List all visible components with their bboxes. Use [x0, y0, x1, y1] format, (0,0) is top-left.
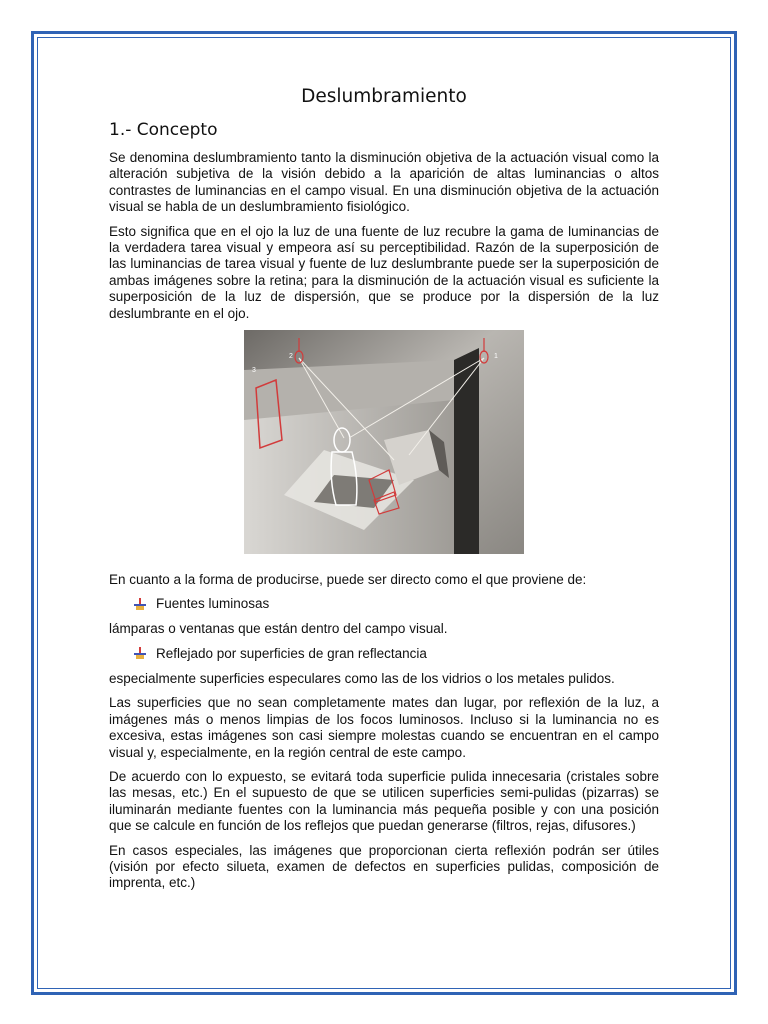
bullet-item-2	[134, 646, 659, 661]
bullet-marker-icon	[134, 647, 146, 659]
bullet-text-2: Reflejado por superficies de gran reflectancia	[156, 645, 427, 661]
paragraph-1: Se denomina deslumbramiento tanto la disminución objetiva de la actuación visual como la alteración subjetiva de la visión debido a la aparición de altas luminancias o altos contrastes de luminancias en el campo visual. En una disminución objetiva de la actuación visual se habla de un deslumbramiento fisiológico.	[109, 150, 659, 215]
document-body	[109, 86, 659, 900]
paragraph-7: De acuerdo con lo expuesto, se evitará toda superficie pulida innecesaria (cristales sobre las mesas, etc.) En el supuesto de que se utilicen superficies semi-pulidas (pizarras) se iluminarán mediante fuentes con la luminancia más pequeña posible y con una posición que se calcule en función de los reflejos que puedan generarse (filtros, rejas, difusores.)	[109, 768, 659, 834]
bullet-marker-icon	[134, 598, 146, 610]
bullet-text-1: Fuentes luminosas	[156, 596, 270, 612]
figure-label-right: 1	[494, 353, 498, 361]
paragraph-4: lámparas o ventanas que están dentro del campo visual.	[109, 621, 448, 637]
paragraph-6: Las superficies que no sean completamente mates dan lugar, por reflexión de la luz, a imágenes más o menos limpias de los focos luminosos. Incluso si la luminancia no es excesiva, estas imágenes son casi siempre molestas cuando se encuentran en el campo visual y, especialmente, en la región central de este campo.	[109, 695, 659, 760]
page-title: Deslumbramiento	[301, 86, 467, 107]
paragraph-3: En cuanto a la forma de producirse, puede ser directo como el que proviene de:	[109, 572, 587, 588]
paragraph-2: Esto significa que en el ojo la luz de una fuente de luz recubre la gama de luminancias de la verdadera tarea visual y empeora así su perceptibilidad. Razón de la superposición de las luminancias de tarea visual y fuente de luz deslumbrante puede ser la superposición de ambas imágenes sobre la retina; para la disminución de la actuación visual es suficiente la superposición de la luz de dispersión, que se produce por la dispersión de la luz deslumbrante en el ojo.	[109, 223, 659, 321]
bullet-item-1	[134, 596, 659, 611]
paragraph-5: especialmente superficies especulares como las de los vidrios o los metales pulidos.	[109, 670, 615, 686]
figure-label-left: 3	[252, 367, 256, 375]
figure-label-center: 2	[289, 353, 293, 361]
section-heading: 1.- Concepto	[109, 120, 218, 140]
paragraph-8: En casos especiales, las imágenes que proporcionan cierta reflexión podrán ser útiles (visión por efecto silueta, examen de defectos en superficies pulidas, composición de imprenta, etc.)	[109, 842, 659, 891]
glare-illustration	[244, 330, 524, 554]
